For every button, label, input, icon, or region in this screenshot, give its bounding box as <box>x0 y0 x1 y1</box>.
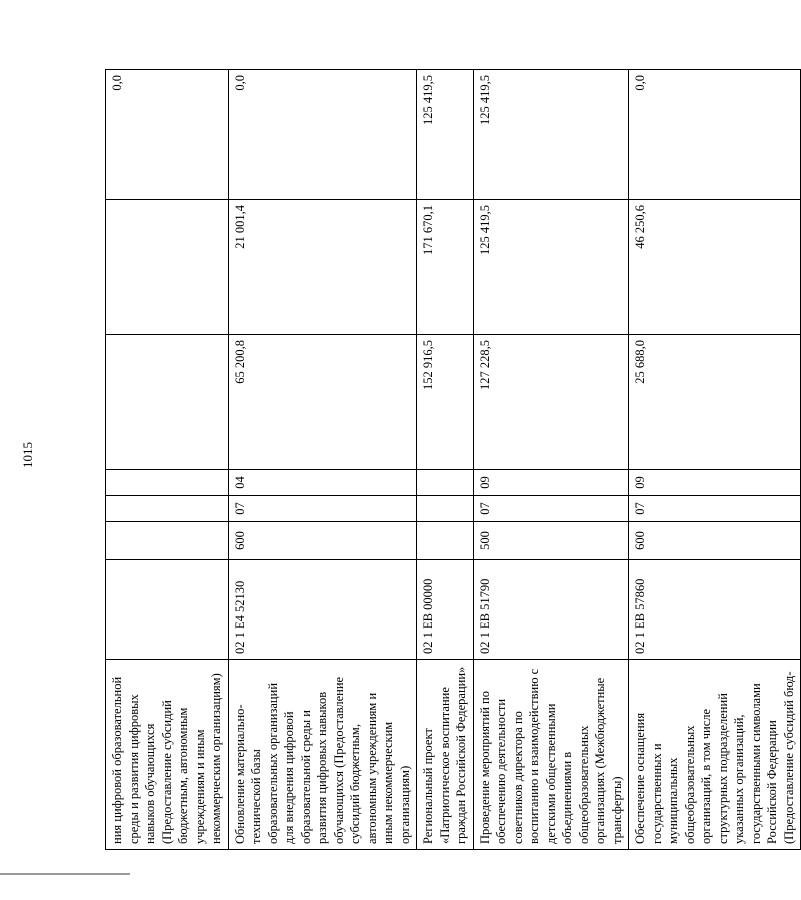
row-pr: 09 <box>473 470 629 496</box>
row-value-2 <box>106 200 229 335</box>
row-value-3: 0,0 <box>106 70 229 200</box>
row-rz <box>106 496 229 522</box>
row-code: 02 1 E4 52130 <box>228 560 417 660</box>
row-code <box>106 560 229 660</box>
row-value-1: 127 228,5 <box>473 335 629 470</box>
row-value-3: 0,0 <box>629 70 801 200</box>
budget-table <box>105 70 796 850</box>
row-pr <box>417 470 474 496</box>
row-value-3: 125 419,5 <box>473 70 629 200</box>
row-description: Обеспечение оснащения государственных и муниципальных общеобразовательных организаций, в том числе структурных подразделений указанных организаций, государственными символами Российской Федерации (Предоставление субсидий бюд- <box>629 660 801 850</box>
row-vr: 500 <box>473 522 629 560</box>
row-value-1 <box>106 335 229 470</box>
row-code: 02 1 EB 57860 <box>629 560 801 660</box>
row-vr: 600 <box>228 522 417 560</box>
row-value-3: 0,0 <box>228 70 417 200</box>
row-value-1: 25 688,0 <box>629 335 801 470</box>
table-row <box>228 70 417 850</box>
table-row <box>106 70 229 850</box>
row-pr: 09 <box>629 470 801 496</box>
row-description: Региональный проект «Патриотическое воспитание граждан Российской Федерации» <box>417 660 474 850</box>
row-description: Проведение мероприятий по обеспечению деятельности советников директора по воспитанию и взаимодействию с детскими общественными объединениями в общеобразовательных организациях (Межбюджетные трансферты) <box>473 660 629 850</box>
page-number: 1015 <box>20 442 35 468</box>
row-code: 02 1 EB 00000 <box>417 560 474 660</box>
row-value-1: 65 200,8 <box>228 335 417 470</box>
row-vr: 600 <box>629 522 801 560</box>
row-value-2: 171 670,1 <box>417 200 474 335</box>
scan-edge-line <box>0 873 130 875</box>
row-pr: 04 <box>228 470 417 496</box>
row-value-2: 21 001,4 <box>228 200 417 335</box>
table-row <box>473 70 629 850</box>
row-vr <box>106 522 229 560</box>
row-vr <box>417 522 474 560</box>
row-description: Обновление материально-технической базы образовательных организаций для внедрения цифровой образовательной среды и развития цифровых навыков обучающихся (Предоставление субсидий бюджетным, автономным учреждениям и иным некоммерческим организациям) <box>228 660 417 850</box>
row-rz: 07 <box>629 496 801 522</box>
row-rz: 07 <box>228 496 417 522</box>
row-rz <box>417 496 474 522</box>
row-value-3: 125 419,5 <box>417 70 474 200</box>
table-row <box>417 70 474 850</box>
row-rz: 07 <box>473 496 629 522</box>
row-code: 02 1 EB 51790 <box>473 560 629 660</box>
table-row <box>629 70 801 850</box>
row-pr <box>106 470 229 496</box>
row-description: ния цифровой образовательной среды и развития цифровых навыков обучающихся (Предоставление субсидий бюджетным, автономным учреждениям и иным некоммерческим организациям) <box>106 660 229 850</box>
row-value-2: 125 419,5 <box>473 200 629 335</box>
row-value-1: 152 916,5 <box>417 335 474 470</box>
row-value-2: 46 250,6 <box>629 200 801 335</box>
